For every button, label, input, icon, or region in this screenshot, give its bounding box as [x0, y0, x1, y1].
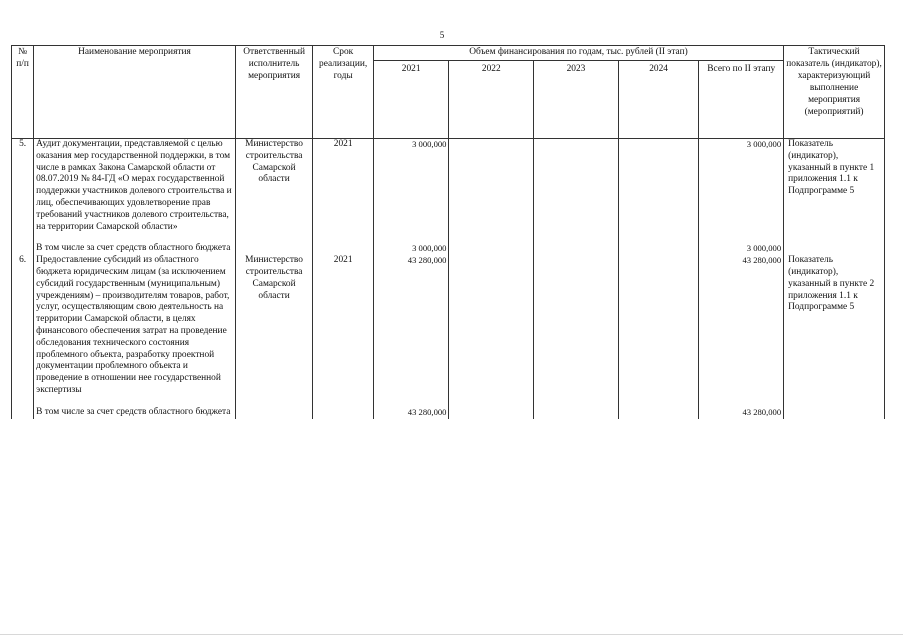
row-term: 2021 [313, 139, 373, 234]
funding-table [11, 45, 885, 419]
row-value-2022 [449, 139, 534, 234]
row-indicator [784, 243, 885, 255]
row-name: Аудит документации, представляемой с целью оказания мер государственной поддержки, в том числе в рамках Закона Самарской области от 08.07.2019 № 84-ГД «О мерах государственной поддержки участников долевого строительства и лиц, обеспечивающих удовлетворение прав требований участников долевого строительства, на территории Самарской области» [34, 139, 236, 234]
row-value-2021: 43 280,000 [373, 255, 449, 397]
row-indicator [784, 407, 885, 419]
header-indicator: Тактический показатель (индикатор), характеризующий выполнение мероприятия (мероприятий) [784, 46, 885, 139]
header-total: Всего по II этапу [699, 61, 784, 139]
header-responsible: Ответственный исполнитель мероприятия [235, 46, 313, 139]
row-name: В том числе за счет средств областного бюджета [34, 407, 236, 419]
row-value-2024 [618, 407, 699, 419]
row-value-2023 [534, 407, 619, 419]
row-total: 43 280,000 [699, 255, 784, 397]
row-term: 2021 [313, 255, 373, 397]
row-value-2023 [534, 139, 619, 234]
page-number: 5 [439, 30, 445, 40]
header-funding-group: Объем финансирования по годам, тыс. рублей (II этап) [373, 46, 783, 61]
row-value-2024 [618, 139, 699, 234]
header-year-2022: 2022 [449, 61, 534, 139]
header-year-2021: 2021 [373, 61, 449, 139]
row-num [12, 407, 34, 419]
header-name: Наименование мероприятия [34, 46, 236, 139]
row-name: Предоставление субсидий из областного бюджета юридическим лицам (за исключением субсидий государственным (муниципальным) учреждениям) – производителям товаров, работ, услуг, осуществляющим свою деятельность на территории Самарской области, в целях финансового обеспечения затрат на проведение обследования технического состояния проблемного объекта, разработку проектной документации проблемного объекта и проведение в отношении нее государственной экспертизы [34, 255, 236, 397]
row-responsible: Министерство строительства Самарской области [235, 139, 313, 234]
row-value-2024 [618, 243, 699, 255]
row-responsible: Министерство строительства Самарской области [235, 255, 313, 397]
header-term: Срок реализации, годы [313, 46, 373, 139]
table-row [12, 255, 885, 397]
row-value-2022 [449, 243, 534, 255]
header-num: № п/п [12, 46, 34, 139]
table-row [12, 243, 885, 255]
row-responsible [235, 243, 313, 255]
row-num [12, 243, 34, 255]
row-total: 3 000,000 [699, 139, 784, 234]
row-value-2022 [449, 255, 534, 397]
row-value-2021: 3 000,000 [373, 243, 449, 255]
header-year-2023: 2023 [534, 61, 619, 139]
row-term [313, 243, 373, 255]
row-value-2022 [449, 407, 534, 419]
page-edge [0, 634, 903, 635]
row-total: 43 280,000 [699, 407, 784, 419]
row-value-2023 [534, 255, 619, 397]
row-indicator: Показатель (индикатор), указанный в пункте 1 приложения 1.1 к Подпрограмме 5 [784, 139, 885, 234]
row-value-2023 [534, 243, 619, 255]
row-name: В том числе за счет средств областного бюджета [34, 243, 236, 255]
table-header [12, 46, 885, 139]
row-indicator: Показатель (индикатор), указанный в пункте 2 приложения 1.1 к Подпрограмме 5 [784, 255, 885, 397]
row-value-2021: 3 000,000 [373, 139, 449, 234]
header-year-2024: 2024 [618, 61, 699, 139]
row-value-2024 [618, 255, 699, 397]
table-row [12, 407, 885, 419]
row-responsible [235, 407, 313, 419]
row-num: 5. [12, 139, 34, 234]
row-term [313, 407, 373, 419]
row-num: 6. [12, 255, 34, 397]
row-value-2021: 43 280,000 [373, 407, 449, 419]
table-row [12, 139, 885, 234]
row-total: 3 000,000 [699, 243, 784, 255]
